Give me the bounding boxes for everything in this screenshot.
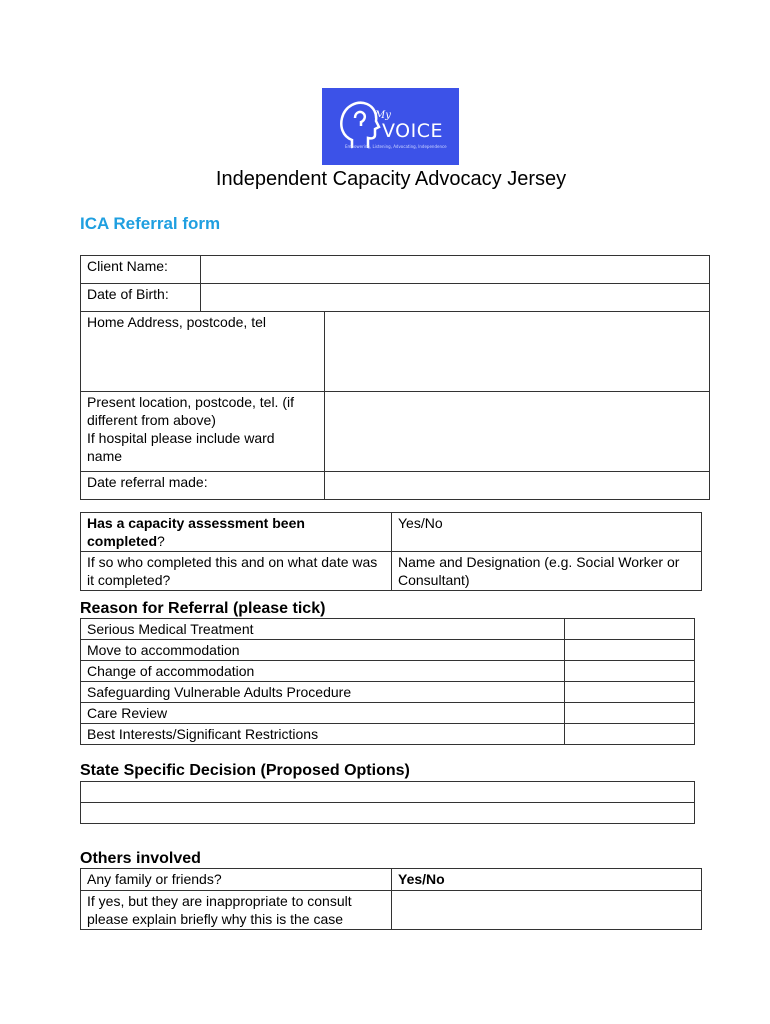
date-referral-label: Date referral made:: [81, 472, 325, 500]
page-title: Independent Capacity Advocacy Jersey: [215, 168, 567, 190]
head-profile-icon: [341, 103, 379, 148]
reason-label: Serious Medical Treatment: [81, 619, 565, 640]
present-location-line: Present location, postcode, tel. (if: [87, 394, 294, 410]
reason-label: Best Interests/Significant Restrictions: [81, 724, 565, 745]
reason-tick-box[interactable]: [565, 661, 695, 682]
reason-tick-box[interactable]: [565, 724, 695, 745]
logo-tagline: Empowering, Listening, Advocating, Independence: [345, 144, 447, 149]
reason-label: Move to accommodation: [81, 640, 565, 661]
reason-heading: Reason for Referral (please tick): [80, 600, 326, 617]
reason-label: Change of accommodation: [81, 661, 565, 682]
client-name-field[interactable]: [201, 256, 710, 284]
others-table: [80, 868, 702, 930]
reason-label: Care Review: [81, 703, 565, 724]
present-location-line: name: [87, 448, 123, 464]
decision-heading: State Specific Decision (Proposed Options): [80, 762, 410, 779]
date-of-birth-label: Date of Birth:: [81, 284, 201, 312]
form-title: ICA Referral form: [80, 214, 221, 233]
my-voice-logo: [322, 88, 459, 165]
reason-tick-box[interactable]: [565, 682, 695, 703]
decision-table: [80, 781, 695, 824]
reason-tick-box[interactable]: [565, 619, 695, 640]
family-yes-no-field[interactable]: Yes/No: [392, 869, 702, 891]
capacity-yes-no-field[interactable]: Yes/No: [392, 513, 702, 552]
home-address-field[interactable]: [325, 312, 710, 392]
decision-field[interactable]: [81, 803, 695, 824]
logo-superscript: My: [375, 110, 391, 121]
family-friends-label: Any family or friends?: [81, 869, 392, 891]
reason-label: Safeguarding Vulnerable Adults Procedure: [81, 682, 565, 703]
capacity-question-bold: Has a capacity assessment been completed: [87, 515, 305, 549]
present-location-field[interactable]: [325, 392, 710, 472]
capacity-assessment-table: [80, 512, 702, 591]
name-designation-field[interactable]: Name and Designation (e.g. Social Worker or Consultant): [392, 552, 702, 591]
date-referral-field[interactable]: [325, 472, 710, 500]
home-address-label: Home Address, postcode, tel: [81, 312, 325, 392]
logo-wordmark: VOICE: [382, 120, 443, 142]
inappropriate-consult-field[interactable]: [392, 891, 702, 930]
present-location-line: If hospital please include ward: [87, 430, 275, 446]
reason-table: [80, 618, 695, 745]
present-location-line: different from above): [87, 412, 216, 428]
others-heading: Others involved: [80, 850, 201, 867]
reason-tick-box[interactable]: [565, 703, 695, 724]
inappropriate-consult-label: If yes, but they are inappropriate to consult please explain briefly why this is the case: [81, 891, 392, 930]
who-completed-label: If so who completed this and on what date was it completed?: [81, 552, 392, 591]
client-details-table: [80, 255, 710, 500]
capacity-question-suffix: ?: [157, 533, 165, 549]
reason-tick-box[interactable]: [565, 640, 695, 661]
present-location-label: [81, 392, 325, 472]
capacity-assessment-question: [81, 513, 392, 552]
decision-field[interactable]: [81, 782, 695, 803]
date-of-birth-field[interactable]: [201, 284, 710, 312]
client-name-label: Client Name:: [81, 256, 201, 284]
